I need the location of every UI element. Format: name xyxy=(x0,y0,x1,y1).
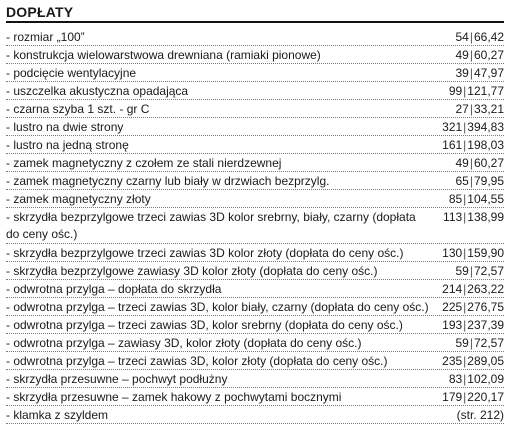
price-row xyxy=(6,29,504,46)
price-row xyxy=(6,317,504,334)
price-separator: | xyxy=(469,264,473,278)
price-net: 49 xyxy=(455,48,469,62)
price-separator: | xyxy=(469,66,473,80)
price-row xyxy=(6,65,504,82)
item-label: - skrzydła przesuwne – pochwyt podłużny xyxy=(6,372,228,386)
item-label: - klamka z szyldem xyxy=(6,408,109,422)
item-label: - skrzydła bezprzylgowe trzeci zawias 3D kolor srebrny, biały, czarny (dopłata do ceny ośc.) xyxy=(6,210,416,241)
price-separator: | xyxy=(463,120,467,134)
item-label: - odwrotna przylga – trzeci zawias 3D, kolor złoty (dopłata do ceny ośc.) xyxy=(6,354,388,368)
price-separator: | xyxy=(463,300,467,314)
price-gross: 220,17 xyxy=(467,390,504,404)
price-gross: 138,99 xyxy=(467,210,504,224)
price-separator: | xyxy=(463,282,467,296)
price-gross: 276,75 xyxy=(467,300,504,314)
item-price xyxy=(455,101,504,117)
price-gross: 72,57 xyxy=(473,336,504,350)
price-net: 161 xyxy=(442,138,463,152)
price-row xyxy=(6,101,504,118)
section-title: DOPŁATY xyxy=(6,4,74,20)
price-row xyxy=(6,245,504,262)
price-row xyxy=(6,299,504,316)
price-net: 321 xyxy=(442,120,463,134)
page-reference: (str. 212) xyxy=(456,408,504,422)
price-net: 39 xyxy=(455,66,469,80)
price-net: 214 xyxy=(442,282,463,296)
price-gross: 60,27 xyxy=(473,156,504,170)
price-gross: 72,57 xyxy=(473,264,504,278)
item-price xyxy=(449,83,504,99)
price-row xyxy=(6,209,504,244)
item-label: - uszczelka akustyczna opadająca xyxy=(6,84,189,98)
item-label: - podcięcie wentylacyjne xyxy=(6,66,137,80)
price-gross: 394,83 xyxy=(467,120,504,134)
price-row xyxy=(6,263,504,280)
price-separator: | xyxy=(463,318,467,332)
price-gross: 263,22 xyxy=(467,282,504,296)
price-row xyxy=(6,191,504,208)
item-price xyxy=(443,209,504,225)
item-price xyxy=(449,371,504,387)
price-net: 179 xyxy=(442,390,463,404)
item-price xyxy=(455,29,504,45)
price-separator: | xyxy=(463,354,467,368)
price-separator: | xyxy=(469,30,473,44)
item-label: - odwrotna przylga – dopłata do skrzydła xyxy=(6,282,222,296)
price-gross: 33,21 xyxy=(473,102,504,116)
item-label: - zamek magnetyczny złoty xyxy=(6,192,151,206)
item-label: - skrzydła przesuwne – zamek hakowy z pochwytami bocznymi xyxy=(6,390,342,404)
price-net: 85 xyxy=(448,192,463,206)
price-separator: | xyxy=(463,246,467,260)
item-label: - czarna szyba 1 szt. - gr C xyxy=(6,102,150,116)
item-price xyxy=(455,155,504,171)
price-separator: | xyxy=(469,102,473,116)
price-gross: 79,95 xyxy=(473,174,504,188)
price-gross: 159,90 xyxy=(467,246,504,260)
price-net: 27 xyxy=(455,102,469,116)
price-list xyxy=(6,29,504,424)
item-label: - odwrotna przylga – trzeci zawias 3D, kolor biały, czarny (dopłata do ceny ośc.) xyxy=(6,300,429,314)
price-separator: | xyxy=(463,138,467,152)
price-net: 49 xyxy=(455,156,469,170)
price-separator: | xyxy=(469,48,473,62)
price-row xyxy=(6,281,504,298)
price-row xyxy=(6,371,504,388)
item-price xyxy=(457,407,504,423)
price-gross: 66,42 xyxy=(473,30,504,44)
price-net: 99 xyxy=(448,84,463,98)
price-row xyxy=(6,389,504,406)
price-gross: 102,09 xyxy=(467,372,504,386)
item-price xyxy=(455,263,504,279)
price-net: 54 xyxy=(455,30,469,44)
price-net: 193 xyxy=(442,318,463,332)
item-label: - lustro na jedną stronę xyxy=(6,138,129,152)
item-price xyxy=(442,353,504,369)
price-row xyxy=(6,353,504,370)
price-row xyxy=(6,47,504,64)
price-row xyxy=(6,119,504,136)
item-price xyxy=(455,47,504,63)
price-separator: | xyxy=(469,336,473,350)
price-gross: 47,97 xyxy=(473,66,504,80)
item-price xyxy=(442,119,504,135)
price-row xyxy=(6,137,504,154)
price-net: 130 xyxy=(442,246,463,260)
item-price xyxy=(442,317,504,333)
price-net: 113 xyxy=(443,210,463,224)
item-label: - zamek magnetyczny czarny lub biały w drzwiach bezprzylg. xyxy=(6,174,330,188)
item-price xyxy=(442,137,504,153)
price-net: 59 xyxy=(455,264,469,278)
price-net: 59 xyxy=(455,336,469,350)
price-gross: 237,39 xyxy=(467,318,504,332)
price-gross: 121,77 xyxy=(467,84,504,98)
item-price xyxy=(455,173,504,189)
price-separator: | xyxy=(463,192,467,206)
item-label: - konstrukcja wielowarstwowa drewniana (ramiaki pionowe) xyxy=(6,48,321,62)
price-net: 225 xyxy=(442,300,463,314)
price-row xyxy=(6,335,504,352)
price-separator: | xyxy=(463,390,467,404)
item-label: - odwrotna przylga – zawiasy 3D, kolor złoty (dopłata do ceny ośc.) xyxy=(6,336,362,350)
item-price xyxy=(455,335,504,351)
price-separator: | xyxy=(463,210,467,224)
price-gross: 198,03 xyxy=(467,138,504,152)
price-separator: | xyxy=(469,156,473,170)
item-price xyxy=(455,65,504,81)
price-row xyxy=(6,83,504,100)
price-net: 65 xyxy=(455,174,469,188)
title-underline xyxy=(6,21,504,23)
price-gross: 60,27 xyxy=(473,48,504,62)
price-gross: 289,05 xyxy=(467,354,504,368)
price-row xyxy=(6,155,504,172)
item-price xyxy=(442,281,504,297)
doplaty-section xyxy=(6,4,504,424)
item-label: - skrzydła bezprzylgowe zawiasy 3D kolor złoty (dopłata do ceny ośc.) xyxy=(6,264,378,278)
price-net: 235 xyxy=(442,354,463,368)
item-price xyxy=(449,191,504,207)
item-label: - skrzydła bezprzylgowe trzeci zawias 3D kolor złoty (dopłata do ceny ośc.) xyxy=(6,246,404,260)
price-separator: | xyxy=(463,84,467,98)
item-label: - lustro na dwie strony xyxy=(6,120,124,134)
item-price xyxy=(442,245,504,261)
item-price xyxy=(442,299,504,315)
item-label: - zamek magnetyczny z czołem ze stali nierdzewnej xyxy=(6,156,282,170)
price-row xyxy=(6,173,504,190)
price-net: 83 xyxy=(448,372,463,386)
price-separator: | xyxy=(463,372,467,386)
item-price xyxy=(442,389,504,405)
item-label: - rozmiar „100” xyxy=(6,30,85,44)
price-separator: | xyxy=(469,174,473,188)
item-label: - odwrotna przylga – trzeci zawias 3D, kolor srebrny (dopłata do ceny ośc.) xyxy=(6,318,403,332)
price-gross: 104,55 xyxy=(467,192,504,206)
